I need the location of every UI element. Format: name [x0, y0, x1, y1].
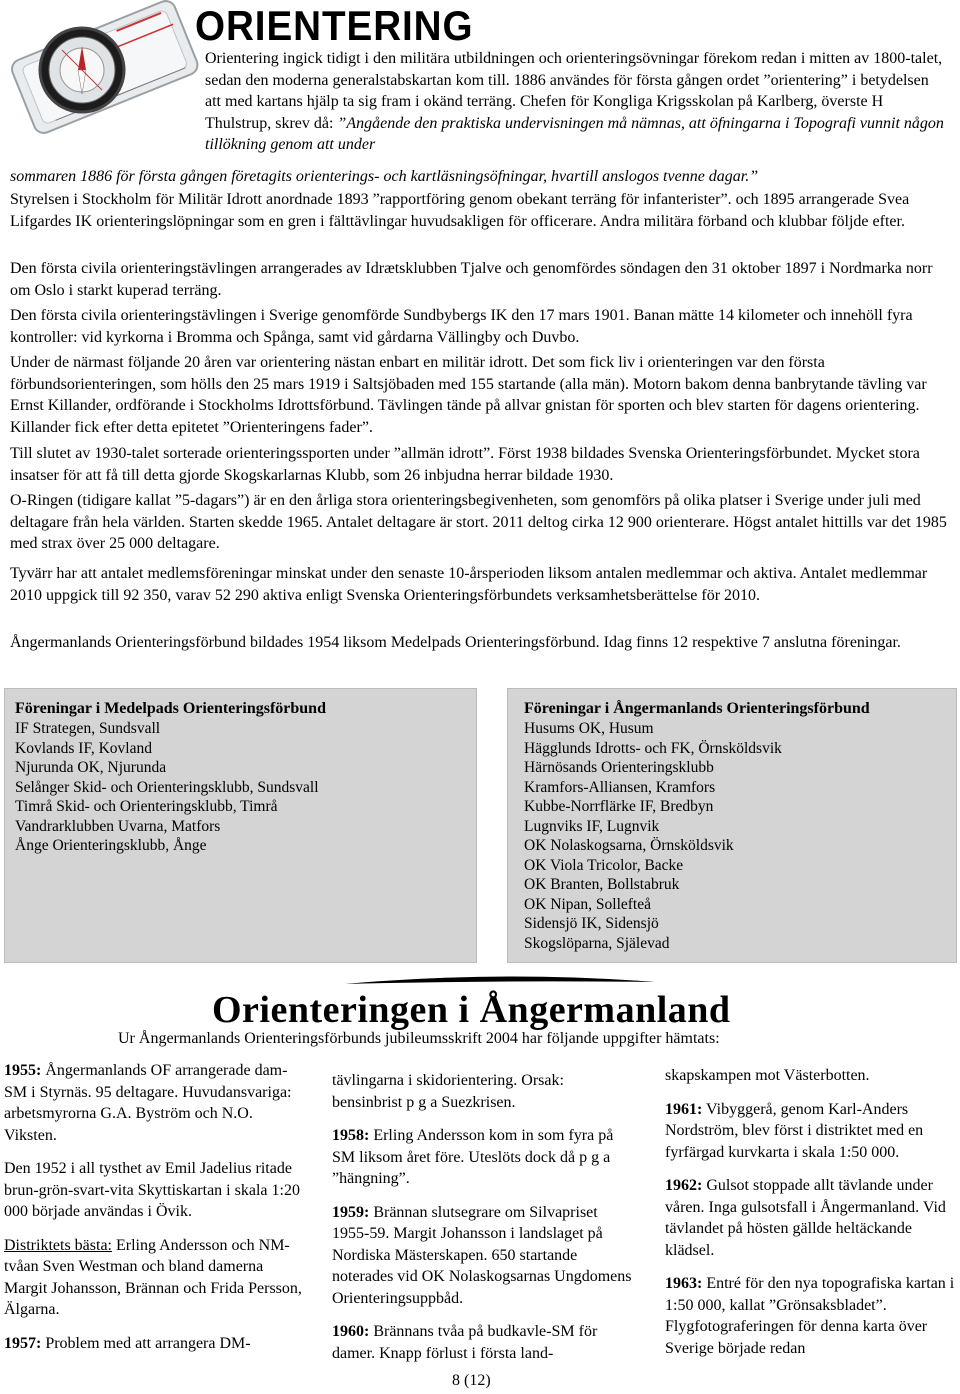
list-item: Selånger Skid- och Orienteringsklubb, Sundsvall — [15, 778, 319, 796]
list-item: OK Nipan, Sollefteå — [524, 895, 651, 913]
list-item: Ånge Orienteringsklubb, Ånge — [15, 837, 207, 854]
page-title: ORIENTERING — [195, 2, 474, 49]
history-column-1 — [4, 1060, 304, 1366]
list-item: OK Branten, Bollstabruk — [524, 876, 680, 893]
list-item: Kubbe-Norrflärke IF, Bredbyn — [524, 798, 714, 815]
list-item: Kovlands IF, Kovland — [15, 739, 152, 757]
entry-text: Brännan slutsegrare om Silvapriset 1955-59. Margit Johansson i landslaget på Nordiska Mästerskapen. 650 startande noterades vid OK Nolaskogsarnas Ungdomens Orienteringsuppbåd. — [332, 1203, 632, 1307]
intro-text: Orientering ingick tidigt i den militära utbildningen och orienteringsövningar förekom redan i mitten av 1800-talet, sedan den moderna generalstabskartan kom till. 1886 användes för första gången ordet ”orientering” i betydelsen att med kartans hjälp ta sig fram i okänd terräng. Chefen för Kongliga Krigsskolan på Karlberg, överste H Thulstrup, skrev då: — [205, 50, 943, 132]
entry-text: skapskampen mot Västerbotten. — [665, 1067, 870, 1084]
year-label: 1961: — [665, 1100, 703, 1118]
angermanland-clubs-box — [507, 688, 957, 963]
intro-quote: ”Angående den praktiska undervisningen må nämnas, att öfningarna i Topografi vunnit någon tillökning genom att under — [205, 114, 944, 153]
intro-paragraph — [205, 48, 945, 156]
history-column-2 — [332, 1070, 632, 1376]
list-item: Hägglunds Idrotts- och FK, Örnsköldsvik — [524, 739, 782, 757]
list-item: OK Viola Tricolor, Backe — [524, 856, 684, 874]
list-item: Lugnviks IF, Lugnvik — [524, 817, 660, 835]
year-label: 1958: — [332, 1127, 370, 1144]
paragraph-3: Den första civila orienteringstävlingen i Sverige genomförde Sundbybergs IK den 17 mars 1901. Banan mätte 14 kilometer och innehöll fyra kontroller: vid kyrkorna i Bromma och Spånga, samt vid gårdarna Vällingby och Duvbo. — [10, 307, 913, 346]
paragraph-6: O-Ringen (tidigare kallat ”5-dagars”) är en den årliga stora orienteringsbegivenheten, som genomförs på olika platser i Sverige under juli med deltagare från hela världen. Starten skedde 1965. Antalet deltagare är stort. 2011 deltog cirka 12 900 orienterare. Högst antalet hittills var det 1985 med strax över 25 000 deltagare. — [10, 492, 947, 552]
best-label: Distriktets bästa: — [4, 1236, 112, 1254]
entry-text: Gulsot stoppade allt tävlande under våren. Inga gulsotsfall i Ångermanland. Vid tävlandet på hösten gällde heltäckande klädsel. — [665, 1177, 946, 1259]
list-item: Sidensjö IK, Sidensjö — [524, 915, 659, 932]
paragraph-5: Till slutet av 1930-talet sorterade orienteringssporten under ”allmän idrott”. Först 1938 bildades Svenska Orienteringsförbundet. Mycket stora insatser för att få till detta gjorde Skogskarlarnas Klubb, som 26 inbjudna herrar bildade 1930. — [10, 445, 920, 484]
list-item: Timrå Skid- och Orienteringsklubb, Timrå — [15, 798, 278, 815]
paragraph-8: Ångermanlands Orienteringsförbund bildades 1954 liksom Medelpads Orienteringsförbund. Idag finns 12 respektive 7 anslutna föreningar. — [10, 634, 901, 651]
year-label: 1963: — [665, 1275, 703, 1292]
entry-text: Vibyggerå, genom Karl-Anders Nordström, blev först i distriktet med en fyrfärgad kurvkarta i skala 1:50 000. — [665, 1100, 924, 1161]
year-label: 1955: — [4, 1062, 42, 1079]
medelpad-clubs-box — [4, 688, 477, 963]
intro-paragraph-cont — [10, 166, 945, 188]
entry-text: tävlingarna i skidorientering. Orsak: bensinbrist p g a Suezkrisen. — [332, 1072, 564, 1111]
entry-text: Erling Andersson och NM-tvåan Sven Westman och bland damerna Margit Johansson, Brännan och Frida Persson, Älgarna. — [4, 1236, 302, 1318]
compass-illustration — [0, 0, 200, 140]
year-label: 1962: — [665, 1177, 703, 1194]
history-column-3 — [665, 1065, 955, 1371]
paragraph-4: Under de närmast följande 20 åren var orientering nästan enbart en militär idrott. Det som fick liv i orienteringen var den första förbundsorienteringen, som hölls den 25 mars 1919 i Saltsjöbaden med 155 startande (alla män). Motorn bakom denna banbrytande tävling var Ernst Killander, ordförande i Stockholms Idrottsförbund. Tävlingen tände på allvar gnistan för sporten och blev starten för dagens orientering. Killander fick efter detta epitetet ”Orienteringens fader”. — [10, 354, 927, 436]
year-label: 1957: — [4, 1334, 42, 1352]
entry-text: Problem med att arrangera DM- — [45, 1334, 251, 1352]
intro-quote-cont: sommaren 1886 för första gången företagits orienterings- och kartläsningsöfningar, hvartill anslogos tvenne dagar.” — [10, 168, 759, 185]
list-item: Kramfors-Alliansen, Kramfors — [524, 778, 716, 796]
list-item: IF Strategen, Sundsvall — [15, 720, 161, 737]
list-item: Skogslöparna, Själevad — [524, 934, 670, 952]
list-item: Husums OK, Husum — [524, 720, 654, 737]
list-item: OK Nolaskogsarna, Örnsköldsvik — [524, 837, 734, 854]
list-item: Härnösands Orienteringsklubb — [524, 759, 714, 776]
entry-text: Erling Andersson kom in som fyra på SM liksom året före. Uteslöts dock då p g a ”hängning”. — [332, 1127, 614, 1187]
entry-text: Entré för den nya topografiska kartan i 1:50 000, kallat ”Grönsaksbladet”. Flygfotograferingen för denna karta över Sverige började redan — [665, 1275, 955, 1357]
section-subtitle: Ur Ångermanlands Orienteringsförbunds jubileumsskrift 2004 har följande uppgifter hämtats: — [118, 1030, 720, 1047]
year-label: 1959: — [332, 1203, 370, 1221]
list-item: Vandrarklubben Uvarna, Matfors — [15, 817, 221, 835]
paragraph-2: Den första civila orienteringstävlingen arrangerades av Idrætsklubben Tjalve och genomfördes söndagen den 31 oktober 1897 i Nordmarka norr om Oslo i starkt kuperad terräng. — [10, 260, 933, 299]
box-heading: Föreningar i Medelpads Orienteringsförbund — [15, 700, 326, 717]
entry-text: Brännans tvåa på budkavle-SM för damer. Knapp förlust i första land- — [332, 1323, 598, 1362]
entry-text: Ångermanlands OF arrangerade dam-SM i Styrnäs. 95 deltagare. Huvudansvariga: arbetsmyrorna G.A. Byström och N.O. Viksten. — [4, 1062, 292, 1144]
entry-text: Den 1952 i all tysthet av Emil Jadelius ritade brun-grön-svart-vita Skyttiskartan i skala 1:20 000 började användas i Övik. — [4, 1160, 300, 1220]
list-item: Njurunda OK, Njurunda — [15, 759, 167, 776]
box-heading: Föreningar i Ångermanlands Orienteringsförbund — [524, 700, 870, 717]
paragraph-1: Styrelsen i Stockholm för Militär Idrott anordnade 1893 ”rapportföring genom obekant terräng för infanterister”. och 1895 arrangerade Svea Lifgardes IK orienteringslöpningar som en gren i fälttävlingar huvudsakligen för officerare. Andra militära förband och klubbar följde efter. — [10, 191, 910, 230]
year-label: 1960: — [332, 1323, 370, 1340]
section-title: Orienteringen i Ångermanland — [212, 989, 731, 1031]
page-number: 8 (12) — [452, 1372, 491, 1389]
paragraph-7: Tyvärr har att antalet medlemsföreningar minskat under den senaste 10-årsperioden liksom antalen medlemmar och aktiva. Antalet medlemmar 2010 uppgick till 92 350, varav 52 290 aktiva enligt Svenska Orienteringsförbundets verksamhetsberättelse för 2010. — [10, 565, 928, 604]
